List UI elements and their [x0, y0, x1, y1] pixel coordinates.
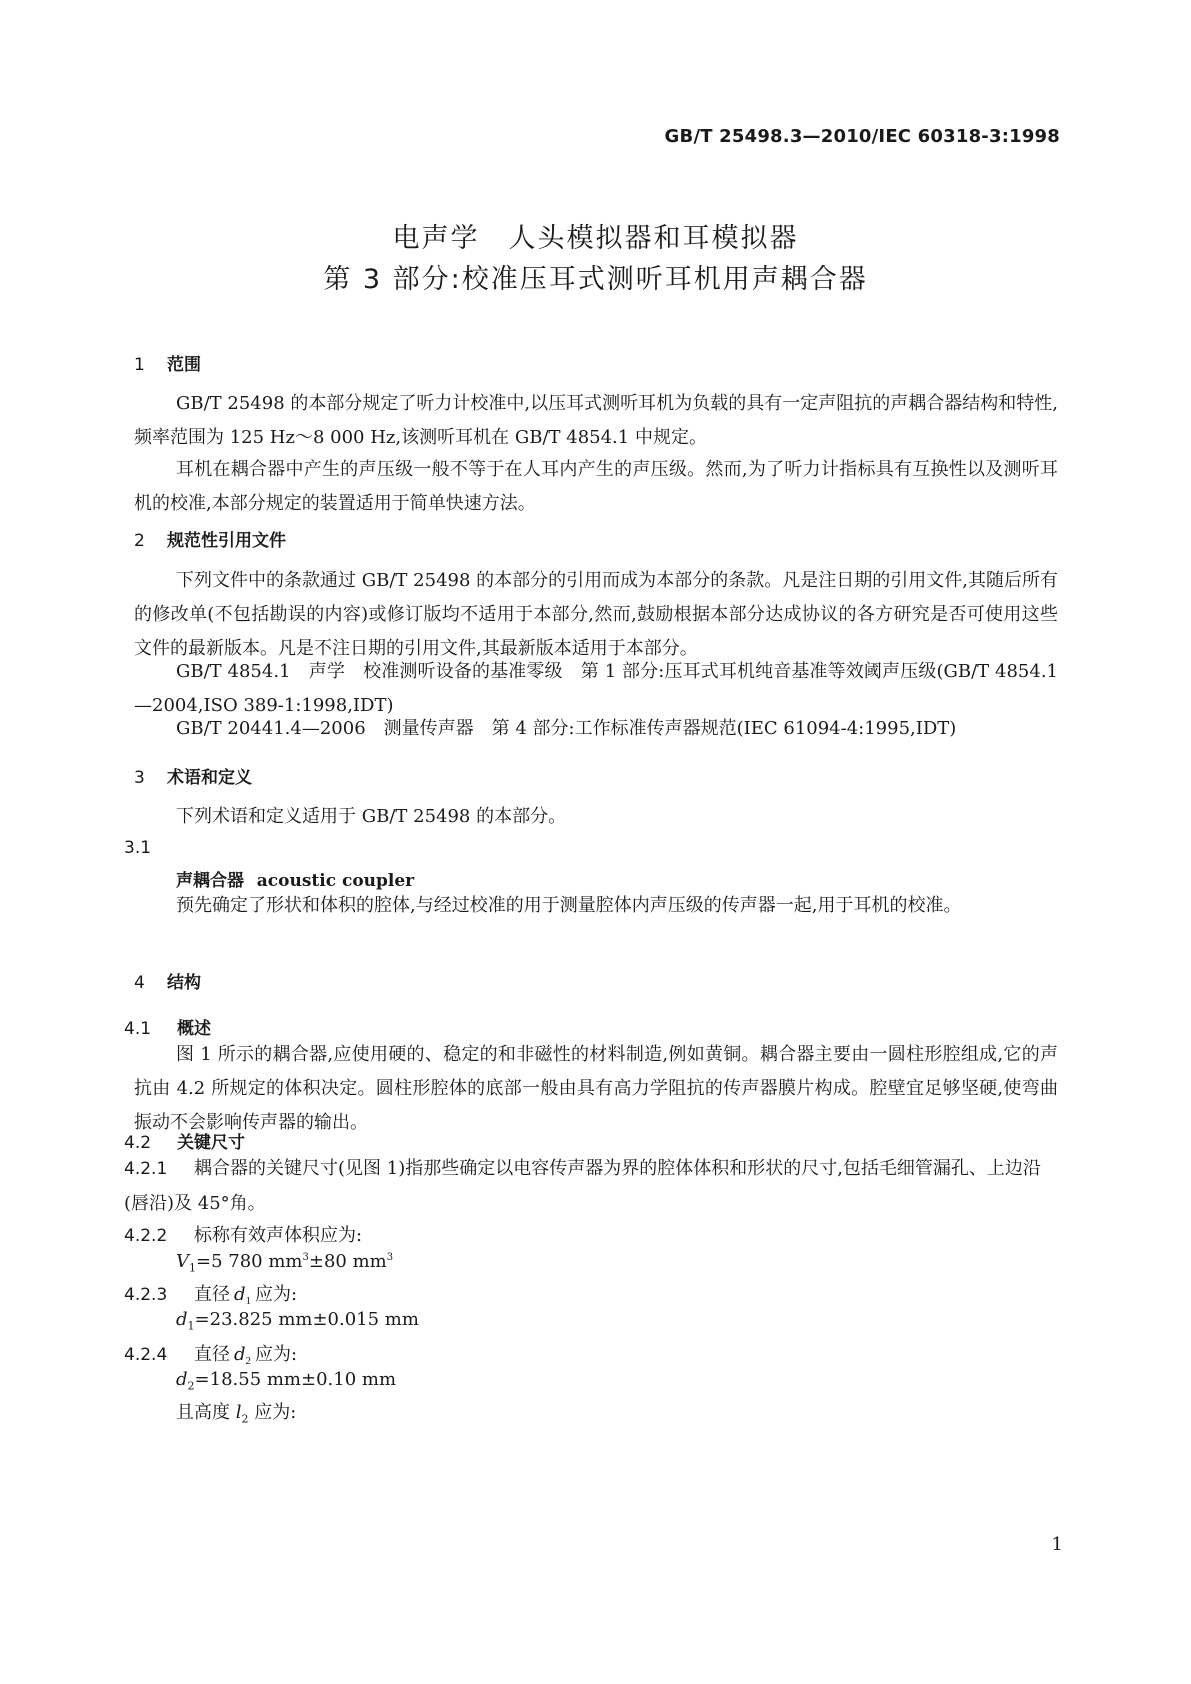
- section-title: 范围: [167, 355, 201, 375]
- section-3-heading: [134, 763, 252, 788]
- reference-gbt-4854-1: GB/T 4854.1 声学 校准测听设备的基准零级 第 1 部分:压耳式耳机纯音基准等效阈声压级(GB/T 4854.1—2004,ISO 389-1:1998,IDT): [134, 661, 1058, 716]
- section-2-paragraph-1: 下列文件中的条款通过 GB/T 25498 的本部分的引用而成为本部分的条款。凡是注日期的引用文件,其随后所有的修改单(不包括勘误的内容)或修订版均不适用于本部分,然而,鼓励根据本部分达成协议的各方研究是否可使用这些文件的最新版本。凡是不注日期的引用文件,其最新版本适用于本部分。: [134, 570, 1058, 659]
- term-english: acoustic coupler: [256, 871, 415, 891]
- subsection-title: 概述: [177, 1019, 211, 1039]
- formula-symbol: d: [176, 1369, 188, 1390]
- formula-value: =5 780 mm: [196, 1251, 303, 1272]
- subsection-4-1-heading: [124, 1014, 211, 1039]
- clause-number: 4.2.3: [124, 1285, 168, 1305]
- formula-symbol: l: [235, 1402, 242, 1423]
- section-1-paragraph-1: GB/T 25498 的本部分规定了听力计校准中,以压耳式测听耳机为负载的具有一定声阻抗的声耦合器结构和特性,频率范围为 125 Hz～8 000 Hz,该测听耳机在 GB/T 4854.1 中规定。: [134, 393, 1058, 448]
- clause-text: 耦合器的关键尺寸(见图 1)指那些确定以电容传声器为界的腔体体积和形状的尺寸,包括毛细管漏孔、上边沿(唇沿)及 45°角。: [124, 1158, 1041, 1214]
- section-title: 规范性引用文件: [167, 531, 286, 551]
- section-number: 2: [134, 531, 145, 551]
- height-l2-line: [176, 1398, 296, 1426]
- formula-volume: [176, 1251, 393, 1275]
- section-1-heading: [134, 350, 201, 375]
- subsection-4-2-heading: [124, 1128, 245, 1153]
- section-number: 3: [134, 768, 145, 788]
- formula-subscript: 2: [187, 1379, 195, 1393]
- section-2-heading: [134, 526, 286, 551]
- line-tail: 应为:: [254, 1402, 297, 1423]
- subsection-number: 4.1: [124, 1019, 152, 1039]
- section-title: 术语和定义: [167, 768, 252, 788]
- clause-text: 标称有效声体积应为:: [194, 1225, 363, 1246]
- clause-symbol: d: [234, 1284, 246, 1305]
- page-number: 1: [1051, 1534, 1063, 1555]
- section-number: 1: [134, 355, 145, 375]
- clause-4-2-4: [124, 1340, 297, 1367]
- clause-subscript: 1: [245, 1295, 252, 1308]
- clause-text: 直径: [194, 1344, 230, 1365]
- formula-subscript: 2: [241, 1412, 249, 1426]
- clause-number: 4.2.2: [124, 1226, 168, 1246]
- clause-4-2-1: [124, 1152, 1058, 1222]
- formula-superscript: 3: [302, 1252, 309, 1263]
- subsection-3-1-number: 3.1: [124, 838, 152, 858]
- formula-diameter-d1: [176, 1309, 419, 1333]
- document-title-line1: 电声学 人头模拟器和耳模拟器: [392, 223, 799, 254]
- clause-tail: 应为:: [255, 1284, 298, 1305]
- clause-symbol: d: [234, 1344, 246, 1365]
- subsection-number: 4.2: [124, 1133, 152, 1153]
- subsection-title: 关键尺寸: [177, 1133, 245, 1153]
- section-4-heading: [134, 968, 201, 993]
- subsection-4-1-paragraph: 图 1 所示的耦合器,应使用硬的、稳定的和非磁性的材料制造,例如黄铜。耦合器主要由一圆柱形腔组成,它的声抗由 4.2 所规定的体积决定。圆柱形腔体的底部一般由具有高力学阻抗的传声器膜片构成。腔壁宜足够坚硬,使弯曲振动不会影响传声器的输出。: [134, 1044, 1058, 1133]
- clause-tail: 应为:: [255, 1344, 298, 1365]
- clause-subscript: 2: [245, 1355, 252, 1368]
- formula-subscript: 1: [187, 1319, 195, 1333]
- clause-text: 直径: [194, 1284, 230, 1305]
- formula-subscript: 1: [189, 1261, 196, 1275]
- section-3-paragraph-1: 下列术语和定义适用于 GB/T 25498 的本部分。: [176, 806, 567, 827]
- section-number: 4: [134, 973, 145, 993]
- formula-superscript: 3: [386, 1252, 394, 1263]
- formula-symbol: d: [176, 1309, 188, 1330]
- clause-4-2-2: [124, 1221, 362, 1247]
- term-definition: 预先确定了形状和体积的腔体,与经过校准的用于测量腔体内声压级的传声器一起,用于耳机的校准。: [176, 895, 962, 916]
- formula-tolerance: ±80 mm: [308, 1251, 387, 1272]
- standard-code: GB/T 25498.3—2010/IEC 60318-3:1998: [664, 126, 1060, 147]
- document-title-line2: 第 3 部分:校准压耳式测听耳机用声耦合器: [323, 264, 868, 295]
- formula-value: =23.825 mm±0.015 mm: [194, 1309, 419, 1330]
- clause-number: 4.2.4: [124, 1345, 168, 1365]
- clause-4-2-3: [124, 1280, 297, 1307]
- term-entry: [176, 866, 414, 891]
- term-chinese: 声耦合器: [176, 871, 244, 891]
- section-1-paragraph-2: 耳机在耦合器中产生的声压级一般不等于在人耳内产生的声压级。然而,为了听力计指标具有互换性以及测听耳机的校准,本部分规定的装置适用于简单快速方法。: [134, 459, 1058, 514]
- reference-gbt-20441-4: GB/T 20441.4—2006 测量传声器 第 4 部分:工作标准传声器规范(IEC 61094-4:1995,IDT): [176, 718, 957, 739]
- line-prefix: 且高度: [176, 1402, 230, 1423]
- formula-diameter-d2: [176, 1369, 396, 1393]
- section-title: 结构: [167, 973, 201, 993]
- clause-number: 4.2.1: [124, 1159, 168, 1179]
- formula-symbol: V: [176, 1251, 189, 1272]
- formula-value: =18.55 mm±0.10 mm: [194, 1369, 397, 1390]
